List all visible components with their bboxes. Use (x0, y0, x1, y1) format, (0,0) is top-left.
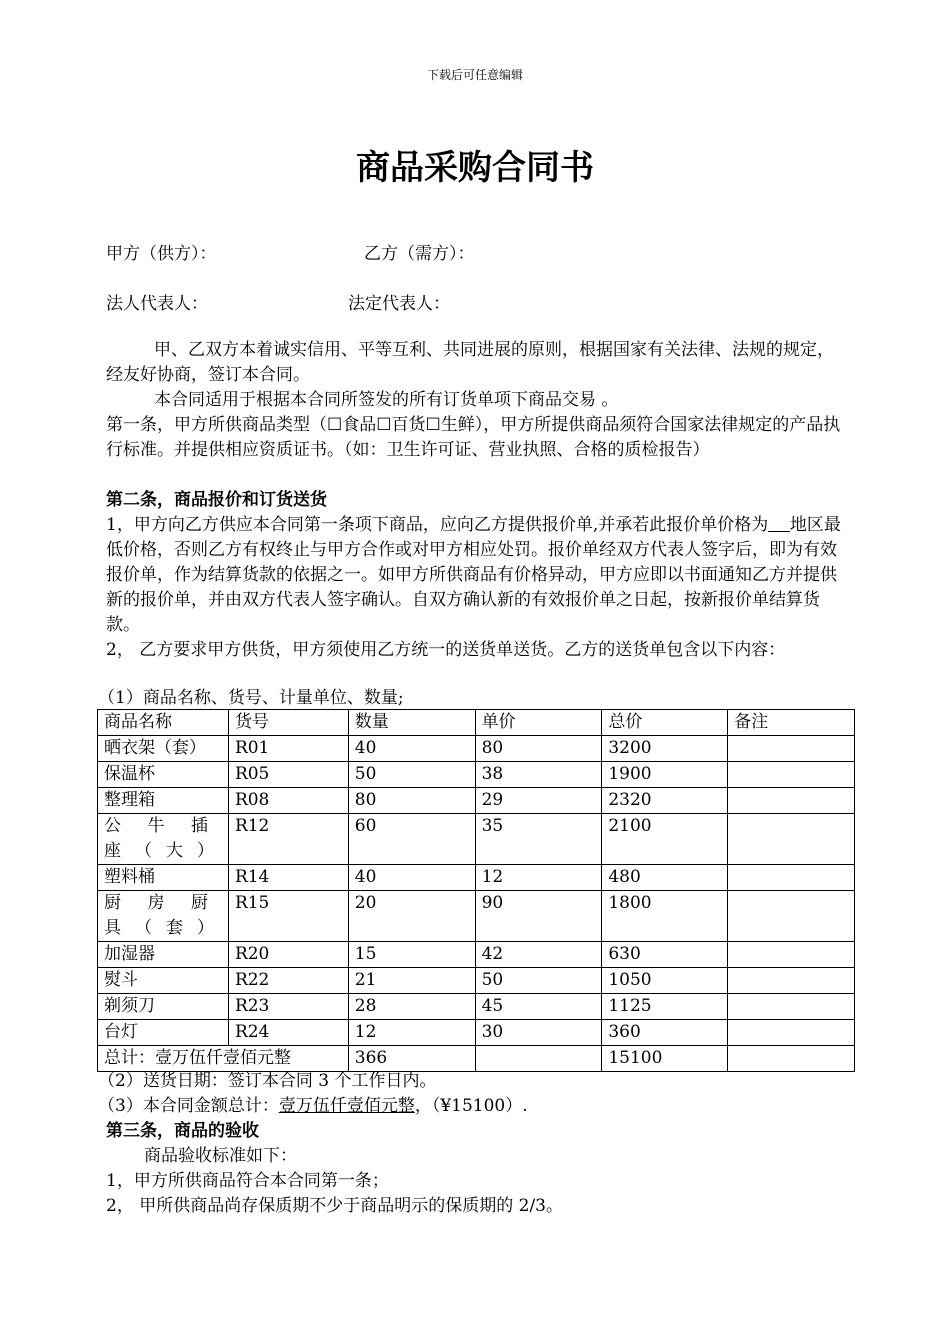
table-cell: 80 (348, 788, 475, 814)
total-label-cell: 总计：壹万伍仟壹佰元整 (98, 1046, 349, 1072)
contract-total-label: （3）本合同金额总计： (98, 1096, 279, 1116)
table-cell: 15 (348, 942, 475, 968)
table-cell: 40 (348, 736, 475, 762)
table-cell: 整理箱 (98, 788, 229, 814)
table-cell: 50 (475, 968, 602, 994)
article-1: 第一条，甲方所供商品类型（☐食品☐百货☐生鲜），甲方所提供商品须符合国家法律规定的产品执行标准。并提供相应资质证书。（如：卫生许可证、营业执照、合格的质检报告） (106, 415, 841, 460)
table-cell: 2100 (602, 814, 728, 865)
contract-title: 商品采购合同书 (356, 148, 594, 188)
goods-table (97, 709, 855, 1072)
table-header-row (98, 710, 855, 736)
table-cell: 3200 (602, 736, 728, 762)
table-cell (728, 762, 855, 788)
table-cell: 630 (602, 942, 728, 968)
party-a-label: 甲方（供方）： (106, 244, 217, 264)
table-cell: 熨斗 (98, 968, 229, 994)
table-cell: R20 (228, 942, 348, 968)
article-2-sub-1: （1）商品名称、货号、计量单位、数量; (98, 688, 404, 708)
article-2-sub-3 (98, 1094, 842, 1119)
table-header-cell: 总价 (602, 710, 728, 736)
table-cell (728, 788, 855, 814)
article-2-item-1-part-b: 地区最低价格，否则乙方有权终止与甲方合作或对甲方相应处罚。报价单经双方代表人签字后，即为有效报价单，作为结算货款的依据之一。如甲方所供商品有价格异动，甲方应即以书面通知乙方并提供新的报价单，并由双方代表人签字确认。自双方确认新的有效报价单之日起，按新报价单结算货款。 (106, 515, 841, 635)
table-row (98, 968, 855, 994)
article-3-item-2: 2， 甲所供商品尚存保质期不少于商品明示的保质期的 2/3。 (106, 1196, 563, 1216)
rep-a-label: 法人代表人： (106, 294, 208, 314)
table-cell: 30 (475, 1020, 602, 1046)
table-cell: R08 (228, 788, 348, 814)
table-cell (728, 814, 855, 865)
table-cell: R22 (228, 968, 348, 994)
total-note-cell (728, 1046, 855, 1072)
table-row (98, 1020, 855, 1046)
table-cell: 2320 (602, 788, 728, 814)
table-row (98, 942, 855, 968)
table-cell: 加湿器 (98, 942, 229, 968)
table-row (98, 762, 855, 788)
article-2-sub-2: （2）送货日期：签订本合同 3 个工作日内。 (98, 1071, 437, 1091)
table-cell: 50 (348, 762, 475, 788)
intro-paragraph-1: 甲、乙双方本着诚实信用、平等互利、共同进展的原则，根据国家有关法律、法规的规定，经友好协商，签订本合同。 (106, 340, 834, 385)
table-cell (728, 942, 855, 968)
table-row (98, 788, 855, 814)
table-cell: 台灯 (98, 1020, 229, 1046)
table-row (98, 994, 855, 1020)
total-qty-cell: 366 (348, 1046, 475, 1072)
table-header-cell: 单价 (475, 710, 602, 736)
table-cell: 保温杯 (98, 762, 229, 788)
table-cell: R15 (228, 891, 348, 942)
table-cell: 1050 (602, 968, 728, 994)
article-3-item-1: 1，甲方所供商品符合本合同第一条； (106, 1171, 389, 1191)
table-cell: 1800 (602, 891, 728, 942)
total-price-cell (475, 1046, 602, 1072)
table-row (98, 891, 855, 942)
table-cell: 90 (475, 891, 602, 942)
table-cell (728, 736, 855, 762)
table-cell: 28 (348, 994, 475, 1020)
table-cell: 480 (602, 865, 728, 891)
table-cell: 360 (602, 1020, 728, 1046)
table-cell: 12 (348, 1020, 475, 1046)
party-b-label: 乙方（需方）： (364, 244, 475, 264)
table-cell: 公牛插座（大） (98, 814, 229, 865)
table-cell: 35 (475, 814, 602, 865)
region-blank (768, 515, 790, 535)
table-cell: R01 (228, 736, 348, 762)
contract-total-number: ，（¥15100）. (414, 1096, 528, 1116)
article-2-item-1 (106, 513, 850, 638)
total-sum-cell: 15100 (602, 1046, 728, 1072)
table-cell (728, 1020, 855, 1046)
table-cell: 20 (348, 891, 475, 942)
table-cell: R23 (228, 994, 348, 1020)
table-cell (728, 968, 855, 994)
article-3-intro: 商品验收标准如下： (144, 1146, 297, 1166)
table-cell (728, 994, 855, 1020)
header-note: 下载后可任意编辑 (426, 68, 523, 82)
intro-paragraph-2: 本合同适用于根据本合同所签发的所有订货单项下商品交易 。 (154, 390, 619, 410)
table-row (98, 814, 855, 865)
table-header-cell: 备注 (728, 710, 855, 736)
table-cell: 剃须刀 (98, 994, 229, 1020)
table-cell: R14 (228, 865, 348, 891)
table-cell: R12 (228, 814, 348, 865)
table-cell (728, 865, 855, 891)
table-cell (728, 891, 855, 942)
table-cell: 40 (348, 865, 475, 891)
article-2-item-1-part-a: 1，甲方向乙方供应本合同第一条项下商品，应向乙方提供报价单,并承若此报价单价格为 (106, 515, 769, 535)
table-cell: 42 (475, 942, 602, 968)
table-cell: 60 (348, 814, 475, 865)
table-cell: 厨房厨具（套） (98, 891, 229, 942)
table-cell: 塑料桶 (98, 865, 229, 891)
table-cell: 38 (475, 762, 602, 788)
table-cell: R24 (228, 1020, 348, 1046)
table-cell: 29 (475, 788, 602, 814)
table-cell: 晒衣架（套） (98, 736, 229, 762)
table-total-row (98, 1046, 855, 1072)
article-3-heading: 第三条，商品的验收 (106, 1121, 259, 1141)
table-cell: R05 (228, 762, 348, 788)
table-header-cell: 商品名称 (98, 710, 229, 736)
table-row (98, 736, 855, 762)
table-cell: 45 (475, 994, 602, 1020)
table-row (98, 865, 855, 891)
table-header-cell: 货号 (228, 710, 348, 736)
article-2-item-2: 2， 乙方要求甲方供货，甲方须使用乙方统一的送货单送货。乙方的送货单包含以下内容： (106, 640, 786, 660)
table-cell: 12 (475, 865, 602, 891)
rep-b-label: 法定代表人： (348, 294, 450, 314)
table-cell: 1125 (602, 994, 728, 1020)
table-cell: 21 (348, 968, 475, 994)
table-header-cell: 数量 (348, 710, 475, 736)
contract-total-amount: 壹万伍仟壹佰元整 (278, 1096, 415, 1116)
table-cell: 80 (475, 736, 602, 762)
table-cell: 1900 (602, 762, 728, 788)
article-2-heading: 第二条，商品报价和订货送货 (106, 490, 327, 510)
